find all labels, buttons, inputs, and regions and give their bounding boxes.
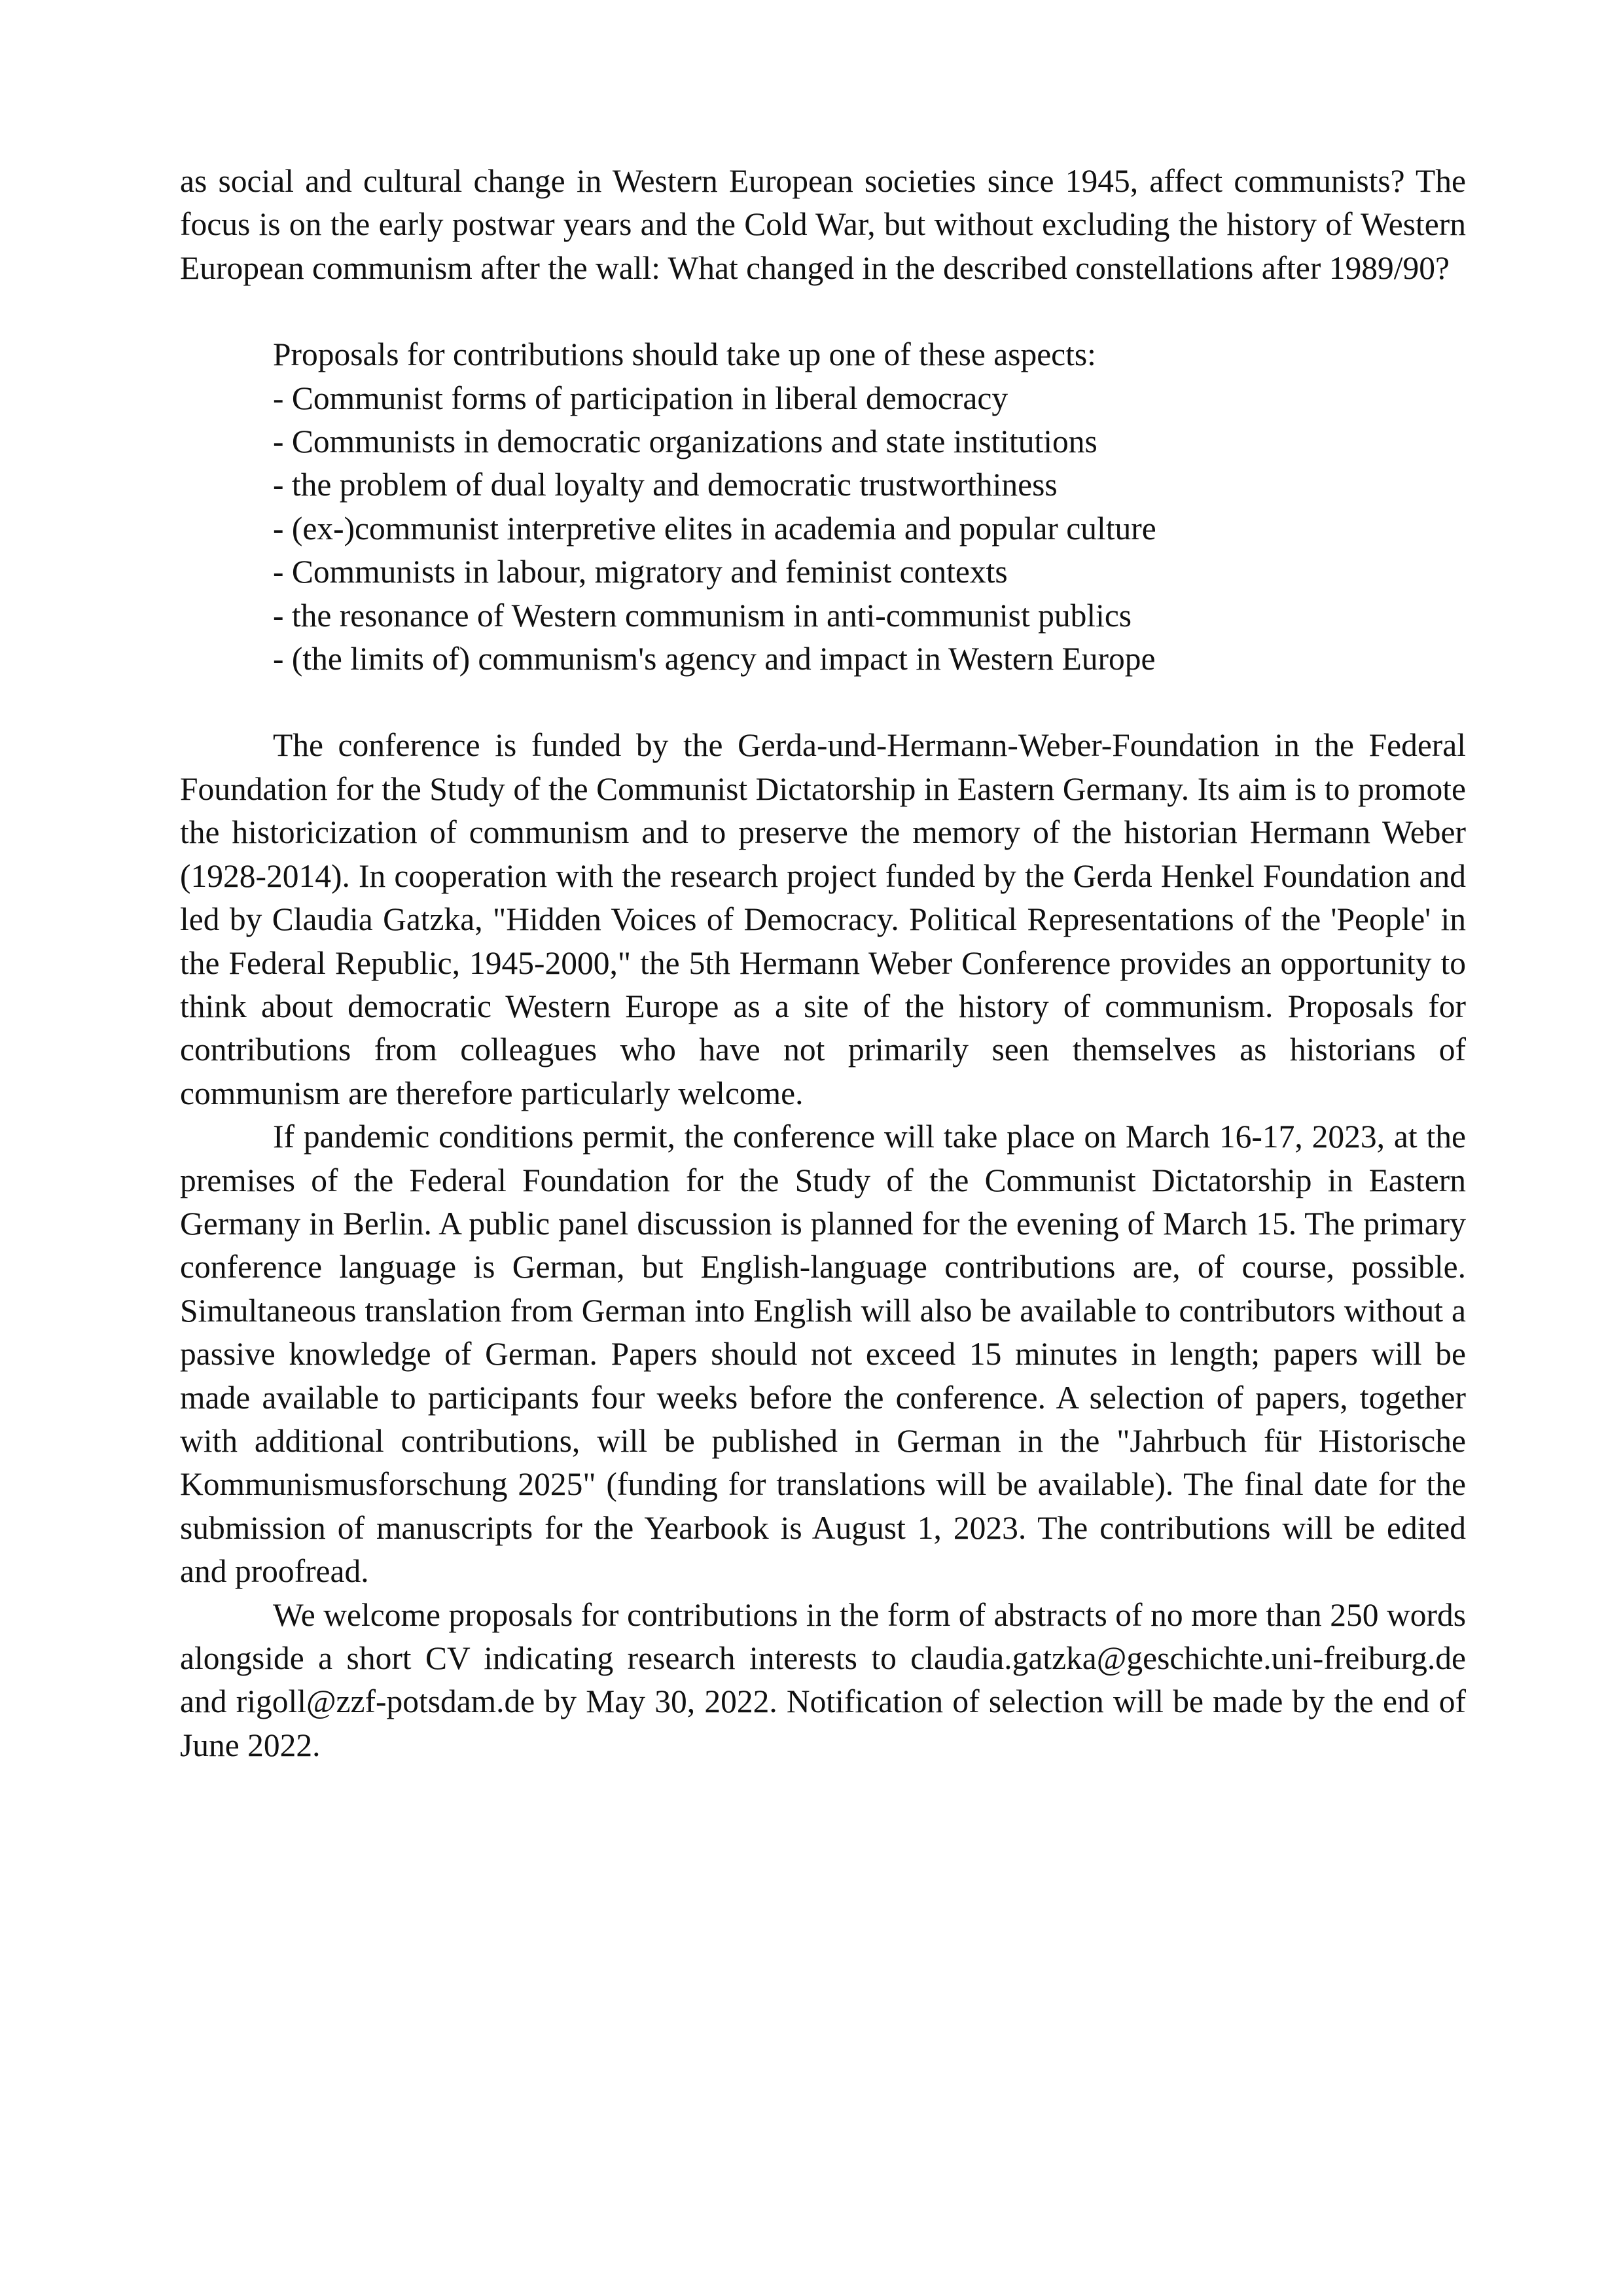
list-item: - (the limits of) communism's agency and impact in Western Europe (273, 641, 1156, 677)
intro-continuation-paragraph: as social and cultural change in Western European societies since 1945, affect communists? The focus is on the early postwar years and the Cold War, but without excluding the history of Western European communism after the wall: What changed in the described constellations after 1989/90? (180, 163, 1466, 286)
list-item: - (ex-)communist interpretive elites in academia and popular culture (273, 510, 1156, 547)
submission-paragraph: We welcome proposals for contributions in the form of abstracts of no more than 250 words alongside a short CV indicating research interests to claudia.gatzka@geschichte.uni-freiburg.de and rigoll@zzf-potsdam.de by May 30, 2022. Notification of selection will be made by the end of June 2022. (180, 1596, 1466, 1763)
list-item: - Communists in democratic organizations and state institutions (273, 423, 1097, 460)
list-item: - Communists in labour, migratory and feminist contexts (273, 554, 1008, 590)
logistics-paragraph: If pandemic conditions permit, the conference will take place on March 16-17, 2023, at the premises of the Federal Foundation for the Study of the Communist Dictatorship in Eastern Germany in Berlin. A public panel discussion is planned for the evening of March 15. The primary conference language is German, but English-language contributions are, of course, possible. Simultaneous translation from German into English will also be available to contributors without a passive knowledge of German. Papers should not exceed 15 minutes in length; papers will be made available to participants four weeks before the conference. A selection of papers, together with additional contributions, will be published in German in the "Jahrbuch für Historische Kommunismusforschung 2025" (funding for translations will be available). The final date for the submission of manuscripts for the Yearbook is August 1, 2023. The contributions will be edited and proofread. (180, 1119, 1466, 1590)
list-item: - the problem of dual loyalty and democratic trustworthiness (273, 467, 1058, 503)
aspects-list (273, 333, 1466, 681)
aspects-list-intro: Proposals for contributions should take up one of these aspects: (273, 336, 1096, 373)
funding-paragraph: The conference is funded by the Gerda-und-Hermann-Weber-Foundation in the Federal Foundation for the Study of the Communist Dictatorship in Eastern Germany. Its aim is to promote the historicization of communism and to preserve the memory of the historian Hermann Weber (1928-2014). In cooperation with the research project funded by the Gerda Henkel Foundation and led by Claudia Gatzka, "Hidden Voices of Democracy. Political Representations of the 'People' in the Federal Republic, 1945-2000," the 5th Hermann Weber Conference provides an opportunity to think about democratic Western Europe as a site of the history of communism. Proposals for contributions from colleagues who have not primarily seen themselves as historians of communism are therefore particularly welcome. (180, 727, 1466, 1111)
body-text (180, 160, 1466, 1767)
list-item: - the resonance of Western communism in anti-communist publics (273, 597, 1132, 634)
list-item: - Communist forms of participation in liberal democracy (273, 380, 1008, 416)
